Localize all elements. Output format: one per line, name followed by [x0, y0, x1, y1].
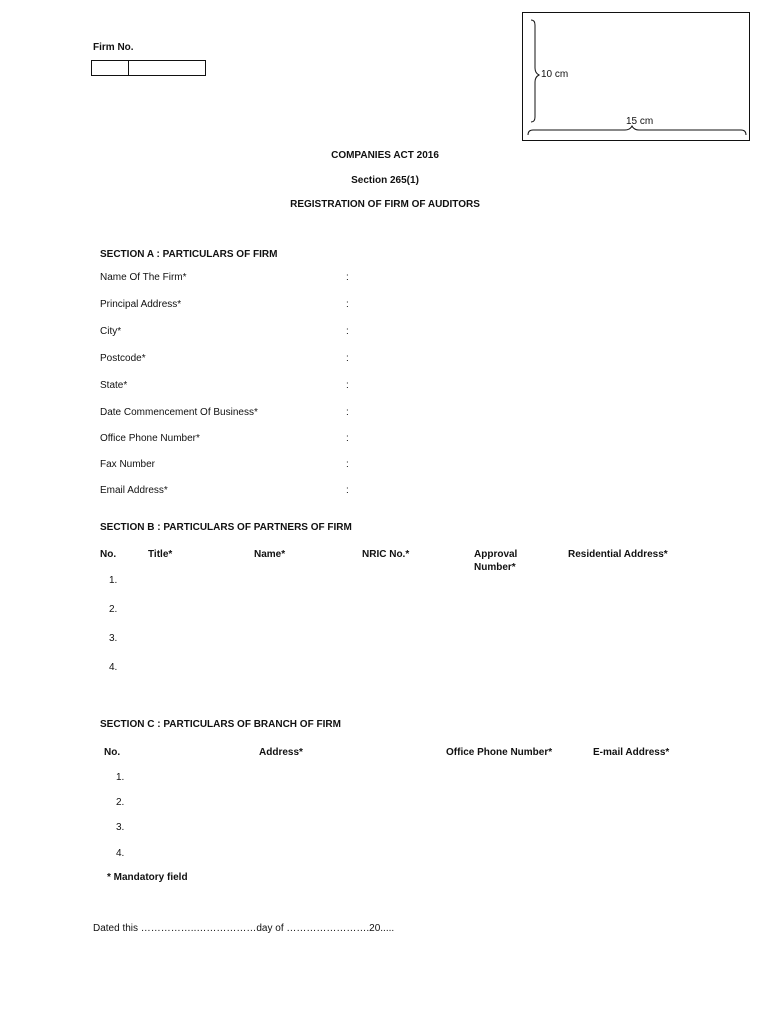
col-header-no: No.: [100, 549, 117, 560]
col-header-approval-number: Number*: [474, 562, 516, 573]
firm-no-divider: [128, 61, 129, 75]
branch-col-header-no: No.: [104, 747, 121, 758]
partner-row-number: 3.: [109, 633, 118, 644]
field-label-office-phone: Office Phone Number*: [100, 433, 200, 444]
col-header-residential: Residential Address*: [568, 549, 668, 560]
col-header-nric: NRIC No.*: [362, 549, 410, 560]
branch-row-number: 4.: [116, 848, 125, 859]
col-header-approval: Approval: [474, 549, 518, 560]
field-colon: :: [346, 433, 349, 444]
field-label-fax: Fax Number: [100, 459, 156, 470]
photo-box: [522, 12, 750, 141]
field-label-email: Email Address*: [100, 485, 168, 496]
photo-width-label: 15 cm: [626, 116, 654, 127]
field-colon: :: [346, 299, 349, 310]
branch-row-number: 2.: [116, 797, 125, 808]
branch-col-header-email: E-mail Address*: [593, 747, 670, 758]
section-c-heading: SECTION C : PARTICULARS OF BRANCH OF FIRM: [100, 719, 341, 730]
photo-height-label: 10 cm: [541, 69, 569, 80]
section-a-heading: SECTION A : PARTICULARS OF FIRM: [100, 249, 278, 260]
field-label-city: City*: [100, 326, 122, 337]
firm-no-label: Firm No.: [93, 42, 134, 53]
field-colon: :: [346, 326, 349, 337]
partner-row-number: 2.: [109, 604, 118, 615]
section-reference: Section 265(1): [351, 175, 419, 186]
field-colon: :: [346, 353, 349, 364]
field-colon: :: [346, 380, 349, 391]
field-colon: :: [346, 272, 349, 283]
partner-row-number: 4.: [109, 662, 118, 673]
field-label-principal-address: Principal Address*: [100, 299, 182, 310]
col-header-title: Title*: [148, 549, 173, 560]
firm-no-field[interactable]: [91, 60, 206, 76]
branch-col-header-office-phone: Office Phone Number*: [446, 747, 553, 758]
field-label-firm-name: Name Of The Firm*: [100, 272, 187, 283]
branch-col-header-address: Address*: [259, 747, 303, 758]
branch-row-number: 1.: [116, 772, 125, 783]
section-b-heading: SECTION B : PARTICULARS OF PARTNERS OF FIRM: [100, 522, 352, 533]
field-label-date-commencement: Date Commencement Of Business*: [100, 407, 258, 418]
act-title: COMPANIES ACT 2016: [331, 150, 439, 161]
field-colon: :: [346, 407, 349, 418]
field-colon: :: [346, 459, 349, 470]
field-label-postcode: Postcode*: [100, 353, 146, 364]
partner-row-number: 1.: [109, 575, 118, 586]
field-label-state: State*: [100, 380, 128, 391]
branch-row-number: 3.: [116, 822, 125, 833]
mandatory-field-note: * Mandatory field: [107, 872, 188, 883]
field-colon: :: [346, 485, 349, 496]
dated-line: Dated this ……………..………………day of …………………….20.....: [93, 923, 395, 934]
col-header-name: Name*: [254, 549, 286, 560]
form-title: REGISTRATION OF FIRM OF AUDITORS: [290, 199, 480, 210]
